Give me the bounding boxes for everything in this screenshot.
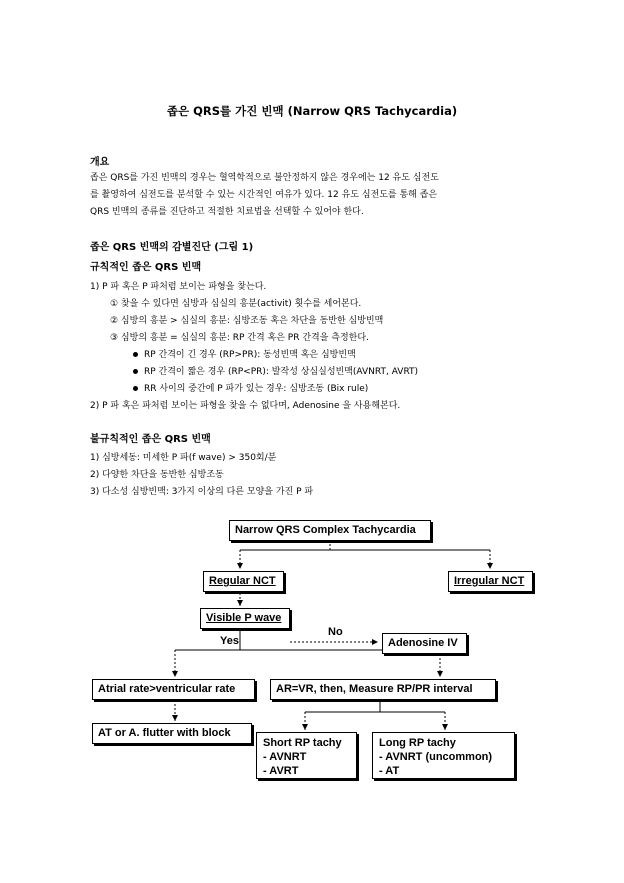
irregular-nct-box bbox=[448, 571, 533, 592]
regular-heading: 규칙적인 좁은 QRS 빈맥 bbox=[90, 262, 202, 273]
irregular-nct-label: Irregular NCT bbox=[454, 575, 525, 587]
adenosine-label: Adenosine IV bbox=[388, 637, 458, 649]
root-box bbox=[229, 520, 431, 541]
overview-line: QRS 빈맥의 종류를 진단하고 적절한 치료법을 선택할 수 있어야 한다. bbox=[90, 207, 364, 217]
bullet-text: RP 간격이 짧은 경우 (RP<PR): 발작성 상심실성빈맥(AVNRT, AVRT) bbox=[144, 367, 419, 377]
regular-sub-2: ② 심방의 흥분 > 심실의 흥분: 심방조동 혹은 차단을 동반한 심방빈맥 bbox=[110, 316, 384, 326]
long-rp-title: Long RP tachy bbox=[379, 737, 456, 749]
regular-nct-box bbox=[203, 571, 284, 592]
visible-p-wave-box bbox=[200, 608, 290, 629]
diff-heading: 좁은 QRS 빈맥의 감별진단 (그림 1) bbox=[90, 242, 254, 253]
short-rp-item: - AVRT bbox=[263, 765, 299, 777]
page-title: 좁은 QRS를 가진 빈맥 (Narrow QRS Tachycardia) bbox=[166, 104, 458, 118]
at-flutter-label: AT or A. flutter with block bbox=[98, 727, 231, 739]
atrial-rate-box bbox=[92, 679, 255, 700]
irregular-heading: 불규칙적인 좁은 QRS 빈맥 bbox=[90, 434, 211, 445]
bullet-text: RR 사이의 중간에 P 파가 있는 경우: 심방조동 (Bix rule) bbox=[144, 384, 369, 394]
yes-label: Yes bbox=[220, 635, 239, 647]
regular-nct-label: Regular NCT bbox=[209, 575, 276, 587]
regular-sub-3: ③ 심방의 흥분 = 심실의 흥분: RP 간격 혹은 PR 간격을 측정한다. bbox=[110, 333, 369, 343]
long-rp-box bbox=[372, 732, 515, 779]
short-rp-item: - AVNRT bbox=[263, 751, 307, 763]
adenosine-box bbox=[382, 633, 467, 654]
atrial-rate-label: Atrial rate>ventricular rate bbox=[98, 683, 236, 695]
root-label: Narrow QRS Complex Tachycardia bbox=[235, 524, 416, 536]
overview-heading: 개요 bbox=[90, 157, 110, 168]
overview-line: 좁은 QRS를 가진 빈맥의 경우는 혈역학적으로 불안정하지 않은 경우에는 12 유도 심전도 bbox=[90, 173, 439, 183]
irregular-item-3: 3) 다소성 심방빈맥: 3가지 이상의 다른 모양을 가진 P 파 bbox=[90, 487, 314, 497]
short-rp-box bbox=[256, 732, 357, 779]
irregular-item-1: 1) 심방세동: 미세한 P 파(f wave) > 350회/분 bbox=[90, 453, 277, 463]
long-rp-item: - AT bbox=[379, 765, 400, 777]
ar-vr-box bbox=[270, 679, 496, 700]
regular-item-1: 1) P 파 혹은 P 파처럼 보이는 파형을 찾는다. bbox=[90, 282, 267, 292]
no-label: No bbox=[328, 626, 343, 638]
overview-line: 를 촬영하여 심전도를 분석할 수 있는 시간적인 여유가 있다. 12 유도 심전도를 통해 좁은 bbox=[90, 190, 438, 200]
short-rp-title: Short RP tachy bbox=[263, 737, 342, 749]
regular-sub-1: ① 찾을 수 있다면 심방과 심실의 흥분(activit) 횟수를 세어본다. bbox=[110, 299, 362, 309]
irregular-item-2: 2) 다양한 차단을 동반한 심방조동 bbox=[90, 470, 224, 480]
long-rp-item: - AVNRT (uncommon) bbox=[379, 751, 493, 763]
visible-p-wave-label: Visible P wave bbox=[206, 612, 282, 624]
ar-vr-label: AR=VR, then, Measure RP/PR interval bbox=[276, 683, 473, 695]
bullet-text: RP 간격이 긴 경우 (RP>PR): 동성빈맥 혹은 심방빈맥 bbox=[144, 350, 356, 360]
at-flutter-box bbox=[92, 723, 252, 744]
regular-item-2: 2) P 파 혹은 파처럼 보이는 파형을 찾을 수 없다며, Adenosine 을 사용해본다. bbox=[90, 401, 401, 411]
